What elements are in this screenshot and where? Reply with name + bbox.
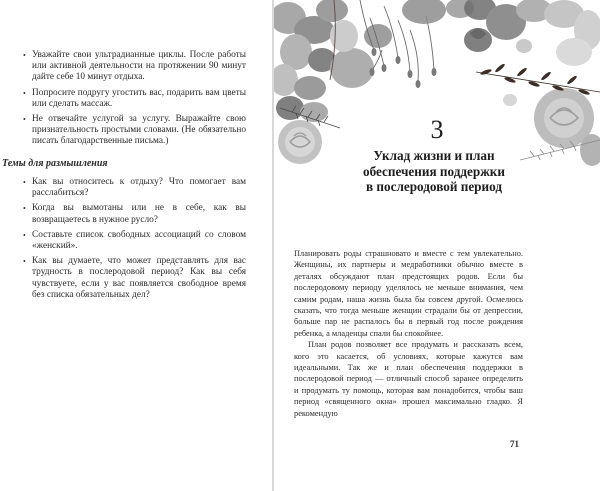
section-heading: Темы для размышления bbox=[2, 158, 108, 169]
bullet-icon: • bbox=[23, 230, 26, 240]
list-item: • Как вы думаете, что может представлять для вас трудность в послеродовой период? Как вы себя чувствуете, если у вас появляется свободное время без списка обязательных дел? bbox=[23, 256, 246, 300]
bullet-icon: • bbox=[23, 88, 26, 98]
list-item: • Не отвечайте услугой за услугу. Выражайте свою признательность простыми словами. (Не обязательно писать благодарственные письма.) bbox=[23, 114, 246, 147]
list-item: • Уважайте свои ультрадианные циклы. После работы или активной деятельности на протяжении 90 минут дайте себе 10 минут отдыха. bbox=[23, 50, 246, 83]
chapter-number: 3 bbox=[430, 115, 444, 144]
bullet-icon: • bbox=[23, 204, 26, 214]
list-item: • Составьте список свободных ассоциаций со словом «женский». bbox=[23, 229, 246, 252]
chapter-title bbox=[304, 148, 564, 195]
right-page bbox=[274, 0, 600, 491]
bullet-icon: • bbox=[23, 51, 26, 60]
chapter-title-line: в послеродовой период bbox=[366, 179, 502, 195]
list-item: • Когда вы вымотаны или не в себе, как вы возвращаетесь в нужное русло? bbox=[23, 203, 246, 225]
bullet-icon: • bbox=[23, 178, 26, 187]
bullet-icon: • bbox=[23, 257, 26, 267]
paragraph: План родов позволяет все продумать и рассказать всем, кого это касается, об условиях, которые кажутся вам идеальными. Так же и план обеспечения поддержки в послеродовой период — отличный способ заранее определить и продумать ту помощь, которая вам понадобится, чтобы ваш период «священного окна» прошел максимально гладко. Я рекомендую bbox=[294, 340, 523, 418]
chapter-title-line: Уклад жизни и план bbox=[373, 148, 495, 163]
paragraph: Планировать роды страшновато и вместе с тем увлекательно. Женщины, их партнеры и медработники обычно вместе в деталях обсуждают план предстоящих родов. Если бы послеродовому периоду уделялось не меньше внимания, чем самим родам, наша жизнь была бы совсем другой. Осмелюсь сказать, что тогда меньше женщин страдали бы от депрессии, больше пар не распалось бы в первый год после рождения ребенка, а младенцы спали бы спокойнее. bbox=[294, 249, 523, 338]
reflection-list bbox=[24, 177, 246, 305]
tips-list bbox=[24, 50, 246, 152]
list-item: • Как вы относитесь к отдыху? Что помогает вам расслабиться? bbox=[23, 177, 246, 199]
left-page bbox=[0, 0, 272, 491]
chapter-title-line: обеспечения поддержки bbox=[362, 163, 506, 179]
bullet-icon: • bbox=[23, 115, 26, 125]
page-number: 71 bbox=[510, 439, 519, 449]
body-text bbox=[294, 248, 523, 419]
list-item: • Попросите подругу угостить вас, подарить вам цветы или сделать массаж. bbox=[23, 87, 246, 109]
